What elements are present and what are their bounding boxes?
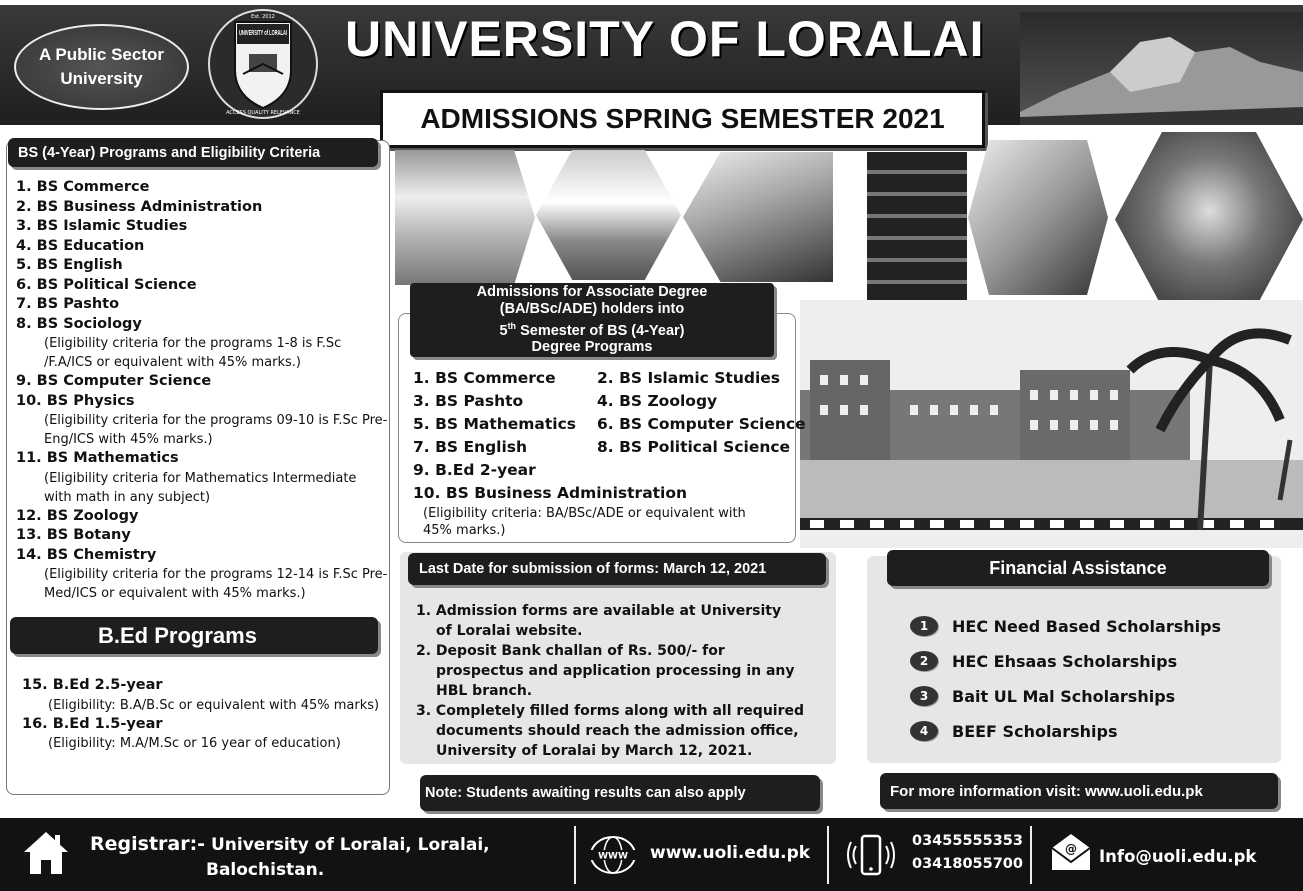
list-item: 2. BS Business Administration [16,198,263,215]
list-item: 8. BS Political Science [597,438,791,456]
financial-assistance-heading: Financial Assistance [887,550,1269,586]
admissions-banner: ADMISSIONS SPRING SEMESTER 2021 [380,90,985,148]
bed-programs-heading: B.Ed Programs [10,617,378,654]
list-item: 14. BS Chemistry [16,546,157,563]
eligibility-note: (Eligibility criteria for the programs 09-10 is F.Sc Pre-Eng/ICS with 45% marks.) [44,413,388,447]
globe-text: WWW [598,851,628,862]
lecture-hall-photo [683,152,833,282]
email-link[interactable]: Info@uoli.edu.pk [1099,847,1257,866]
scholarship-item [910,616,1221,636]
list-item: 2. BS Islamic Studies [597,369,781,387]
eligibility-note: (Eligibility criteria for the programs 12-14 is F.Sc Pre-Med/ICS or equivalent with 45% marks.) [44,567,388,601]
campus-garden-photo [536,150,681,280]
phone-icon [846,832,896,878]
library-photo [867,152,967,302]
bs-programs-list [16,178,388,603]
registrar-label: Registrar:- [90,833,206,855]
top-rule [0,0,1303,5]
footer-divider [827,826,829,884]
list-item: 9. B.Ed 2-year [413,461,536,479]
phone-number[interactable]: 03418055700 [912,856,1023,872]
bed-programs-list [22,676,382,753]
list-item: 15. B.Ed 2.5-year [22,677,163,693]
campus-hall-photo [395,150,535,285]
scholarship-label: HEC Need Based Scholarships [952,616,1222,636]
list-item: 11. BS Mathematics [16,450,179,466]
list-item: 3. BS Pashto [413,392,524,410]
mountain-photo [1020,12,1303,125]
more-info-bar: For more information visit: www.uoli.edu.pk [880,773,1278,809]
associate-programs-list [413,367,806,539]
campus-building-photo [800,300,1303,548]
associate-degree-heading [410,283,774,357]
list-item: 4. BS Education [16,237,145,254]
list-item: 5. BS English [16,257,123,273]
list-item: 7. BS Pashto [16,296,120,312]
eligibility-note: (Eligibility criteria for Mathematics Intermediate with math in any subject) [44,470,357,505]
website-link[interactable]: www.uoli.edu.pk [650,843,811,863]
list-item: 10. BS Physics [16,392,135,409]
scholarship-label: HEC Ehsaas Scholarships [952,651,1178,671]
last-date-heading: Last Date for submission of forms: March 12, 2021 [408,553,826,585]
list-item: 3. BS Islamic Studies [16,218,188,234]
eligibility-note: (Eligibility: M.A/M.Sc or 16 year of education) [48,736,341,751]
associate-heading-line: Degree Programs [531,339,653,356]
scholarship-item [910,721,1118,741]
classroom-photo [968,140,1108,295]
list-item: 1. Admission forms are available at University of Loralai website. [416,603,782,639]
footer-divider [1030,826,1032,884]
students-photo [1115,132,1303,307]
footer-divider [574,826,576,884]
list-item: 10. BS Business Administration [413,484,688,502]
list-item: 6. BS Political Science [16,276,197,293]
eligibility-note: (Eligibility criteria for the programs 1-8 is F.Sc /F.A/ICS or equivalent with 45% marks.) [44,336,342,370]
number-badge: 1 [910,616,938,636]
mail-symbol: @ [1065,842,1077,856]
list-item: 12. BS Zoology [16,507,139,524]
list-item: 3. Completely filled forms along with all required documents should reach the admission office, University of Loralai by March 12, 2021. [416,703,805,759]
list-item: 1. BS Commerce [413,369,556,387]
scholarship-item [910,686,1175,706]
list-item: 7. BS English [413,438,528,456]
associate-heading-number: 5 [499,322,508,339]
phone-numbers [912,830,1023,876]
list-item: 5. BS Mathematics [413,415,577,433]
home-icon [22,830,70,876]
mail-icon [1050,832,1092,872]
scholarship-item [910,651,1177,671]
public-sector-badge: A Public Sector University [14,24,189,110]
list-item: 8. BS Sociology [16,315,142,332]
registrar-address-line: University of Loralai, Loralai, [205,835,490,855]
list-item: 2. Deposit Bank challan of Rs. 500/- for prospectus and application processing in any HBL branch. [416,643,795,699]
globe-icon [588,835,638,875]
eligibility-note: (Eligibility: B.A/B.Sc or equivalent with 45% marks) [48,697,380,713]
associate-heading-sup: th [507,320,517,331]
list-item: 6. BS Computer Science [597,415,806,433]
phone-number[interactable]: 03455555353 [912,833,1023,849]
registrar-address-line: Balochistan. [206,860,325,880]
logo-est: Est. 2012 [251,14,275,20]
associate-heading-line: (BA/BSc/ADE) holders into [499,300,685,317]
logo-text: UNIVERSITY of LORALAI [239,30,288,37]
list-item: 4. BS Zoology [597,392,718,410]
associate-heading-line [499,318,684,340]
instructions-list [416,601,826,761]
university-title: UNIVERSITY OF LORALAI [345,11,985,67]
note-bar: Note: Students awaiting results can also apply [420,775,820,811]
logo-motto: ACCESS QUALITY RELEVANCE [226,110,300,116]
number-badge: 4 [910,721,938,741]
bs-programs-heading: BS (4-Year) Programs and Eligibility Criteria [8,138,378,167]
list-item: 1. BS Commerce [16,179,150,195]
scholarship-label: BEEF Scholarships [952,721,1118,741]
associate-heading-text: Semester of BS (4-Year) [516,322,685,339]
list-item: 16. B.Ed 1.5-year [22,715,163,732]
associate-heading-line: Admissions for Associate Degree [476,283,708,300]
number-badge: 3 [910,686,938,706]
eligibility-note: (Eligibility criteria: BA/BSc/ADE or equivalent with 45% marks.) [423,506,746,538]
list-item: 9. BS Computer Science [16,373,212,389]
scholarship-label: Bait UL Mal Scholarships [952,686,1176,706]
registrar-address [90,832,490,883]
university-logo [207,8,319,120]
number-badge: 2 [910,651,938,671]
list-item: 13. BS Botany [16,527,131,543]
